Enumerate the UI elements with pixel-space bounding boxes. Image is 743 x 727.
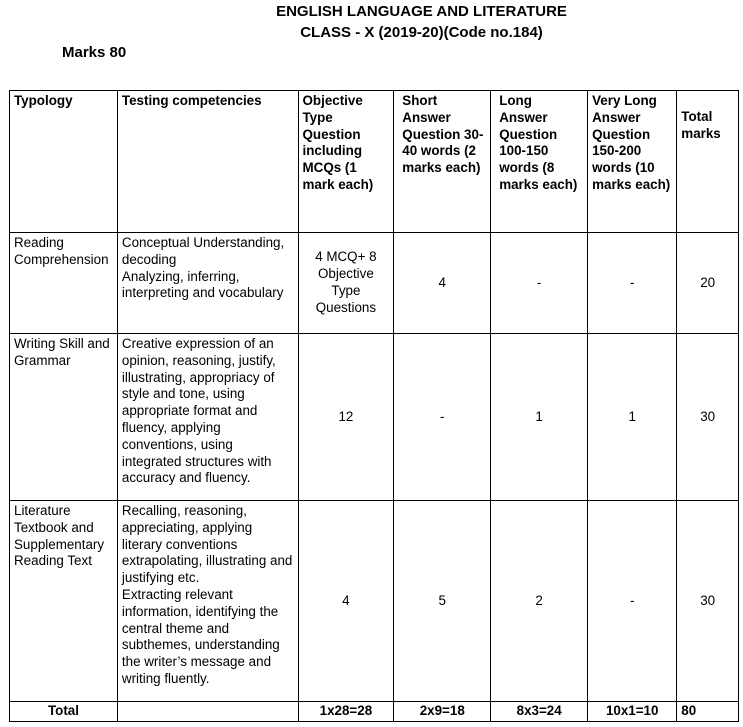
document-title: ENGLISH LANGUAGE AND LITERATURE <box>276 3 567 20</box>
cell-short-answer: 5 <box>394 501 491 702</box>
cell-total-marks: 30 <box>677 334 739 501</box>
cell-very-long-answer: 1 <box>588 334 677 501</box>
header-competencies: Testing competencies <box>117 91 298 233</box>
total-marks: 80 <box>677 702 739 722</box>
header-very-long-answer: Very Long Answer Question 150-200 words (10 marks each) <box>588 91 677 233</box>
cell-objective: 4 <box>298 501 394 702</box>
header-total-marks: Total marks <box>677 91 739 233</box>
cell-total-marks: 30 <box>677 501 739 702</box>
table-total-row <box>10 702 739 722</box>
total-competencies <box>117 702 298 722</box>
cell-very-long-answer: - <box>588 233 677 334</box>
table-row <box>10 501 739 702</box>
cell-objective: 4 MCQ+ 8 Objective Type Questions <box>298 233 394 334</box>
total-label: Total <box>10 702 118 722</box>
header-long-answer: Long Answer Question 100-150 words (8 marks each) <box>491 91 588 233</box>
cell-short-answer: - <box>394 334 491 501</box>
table-header-row <box>10 91 739 233</box>
document-subtitle: CLASS - X (2019-20)(Code no.184) <box>300 24 543 41</box>
cell-long-answer: 1 <box>491 334 588 501</box>
total-long-answer: 8x3=24 <box>491 702 588 722</box>
cell-long-answer: - <box>491 233 588 334</box>
marks-label: Marks 80 <box>62 44 127 61</box>
marks-distribution-table <box>9 90 739 722</box>
cell-short-answer: 4 <box>394 233 491 334</box>
cell-very-long-answer: - <box>588 501 677 702</box>
cell-typology: Writing Skill and Grammar <box>10 334 118 501</box>
cell-long-answer: 2 <box>491 501 588 702</box>
total-short-answer: 2x9=18 <box>394 702 491 722</box>
cell-competencies: Recalling, reasoning, appreciating, applying literary conventions extrapolating, illustrating and justifying etc. Extracting relevant information, identifying the central theme and subthemes, understanding the writer’s message and writing fluently. <box>117 501 298 702</box>
cell-objective: 12 <box>298 334 394 501</box>
cell-typology: Reading Comprehension <box>10 233 118 334</box>
header-short-answer: Short Answer Question 30-40 words (2 marks each) <box>394 91 491 233</box>
header-objective: Objective Type Question including MCQs (1 mark each) <box>298 91 394 233</box>
cell-total-marks: 20 <box>677 233 739 334</box>
header-typology: Typology <box>10 91 118 233</box>
total-very-long-answer: 10x1=10 <box>588 702 677 722</box>
cell-competencies: Conceptual Understanding, decoding Analyzing, inferring, interpreting and vocabulary <box>117 233 298 334</box>
total-objective: 1x28=28 <box>298 702 394 722</box>
cell-typology: Literature Textbook and Supplementary Reading Text <box>10 501 118 702</box>
table-row <box>10 334 739 501</box>
cell-competencies: Creative expression of an opinion, reasoning, justify, illustrating, appropriacy of style and tone, using appropriate format and fluency, applying conventions, using integrated structures with accuracy and fluency. <box>117 334 298 501</box>
table-row <box>10 233 739 334</box>
